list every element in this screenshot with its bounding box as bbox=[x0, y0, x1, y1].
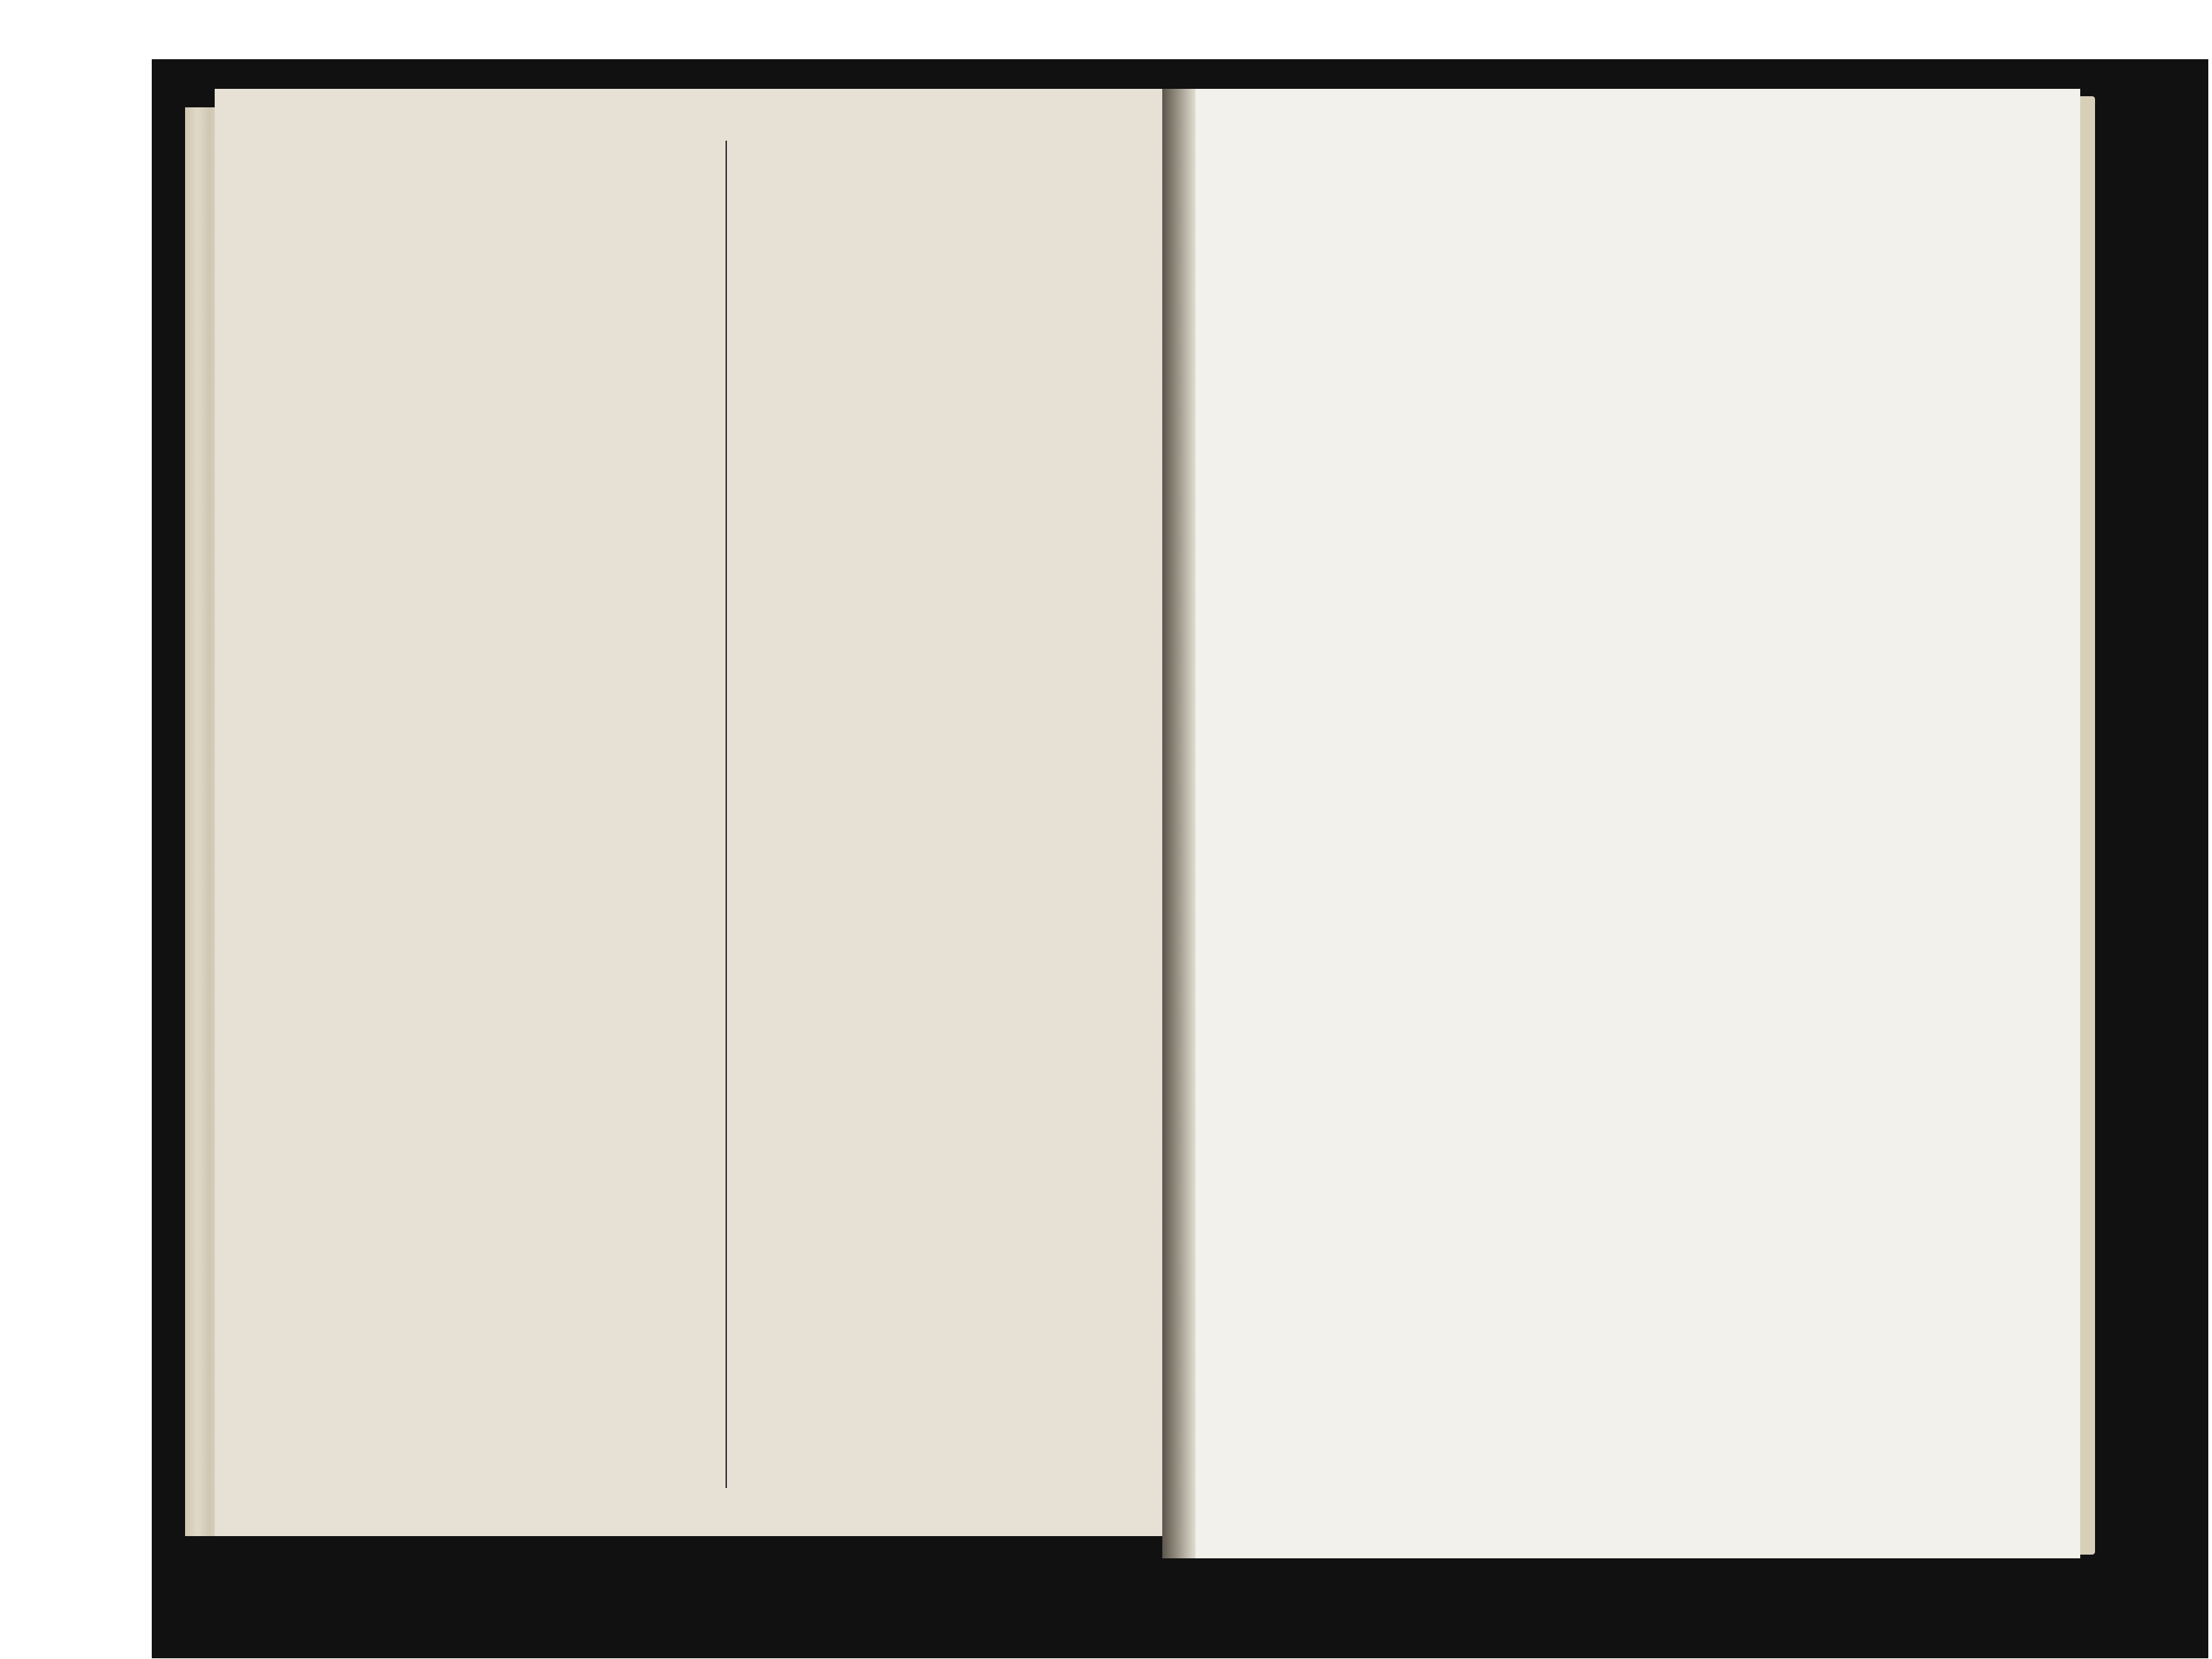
census-form-table bbox=[1192, 169, 1988, 1427]
column-divider bbox=[725, 141, 727, 1488]
instructions-column-right bbox=[733, 115, 1147, 1492]
instructions-column-left bbox=[326, 137, 717, 1492]
book-gutter bbox=[1162, 89, 1196, 1558]
